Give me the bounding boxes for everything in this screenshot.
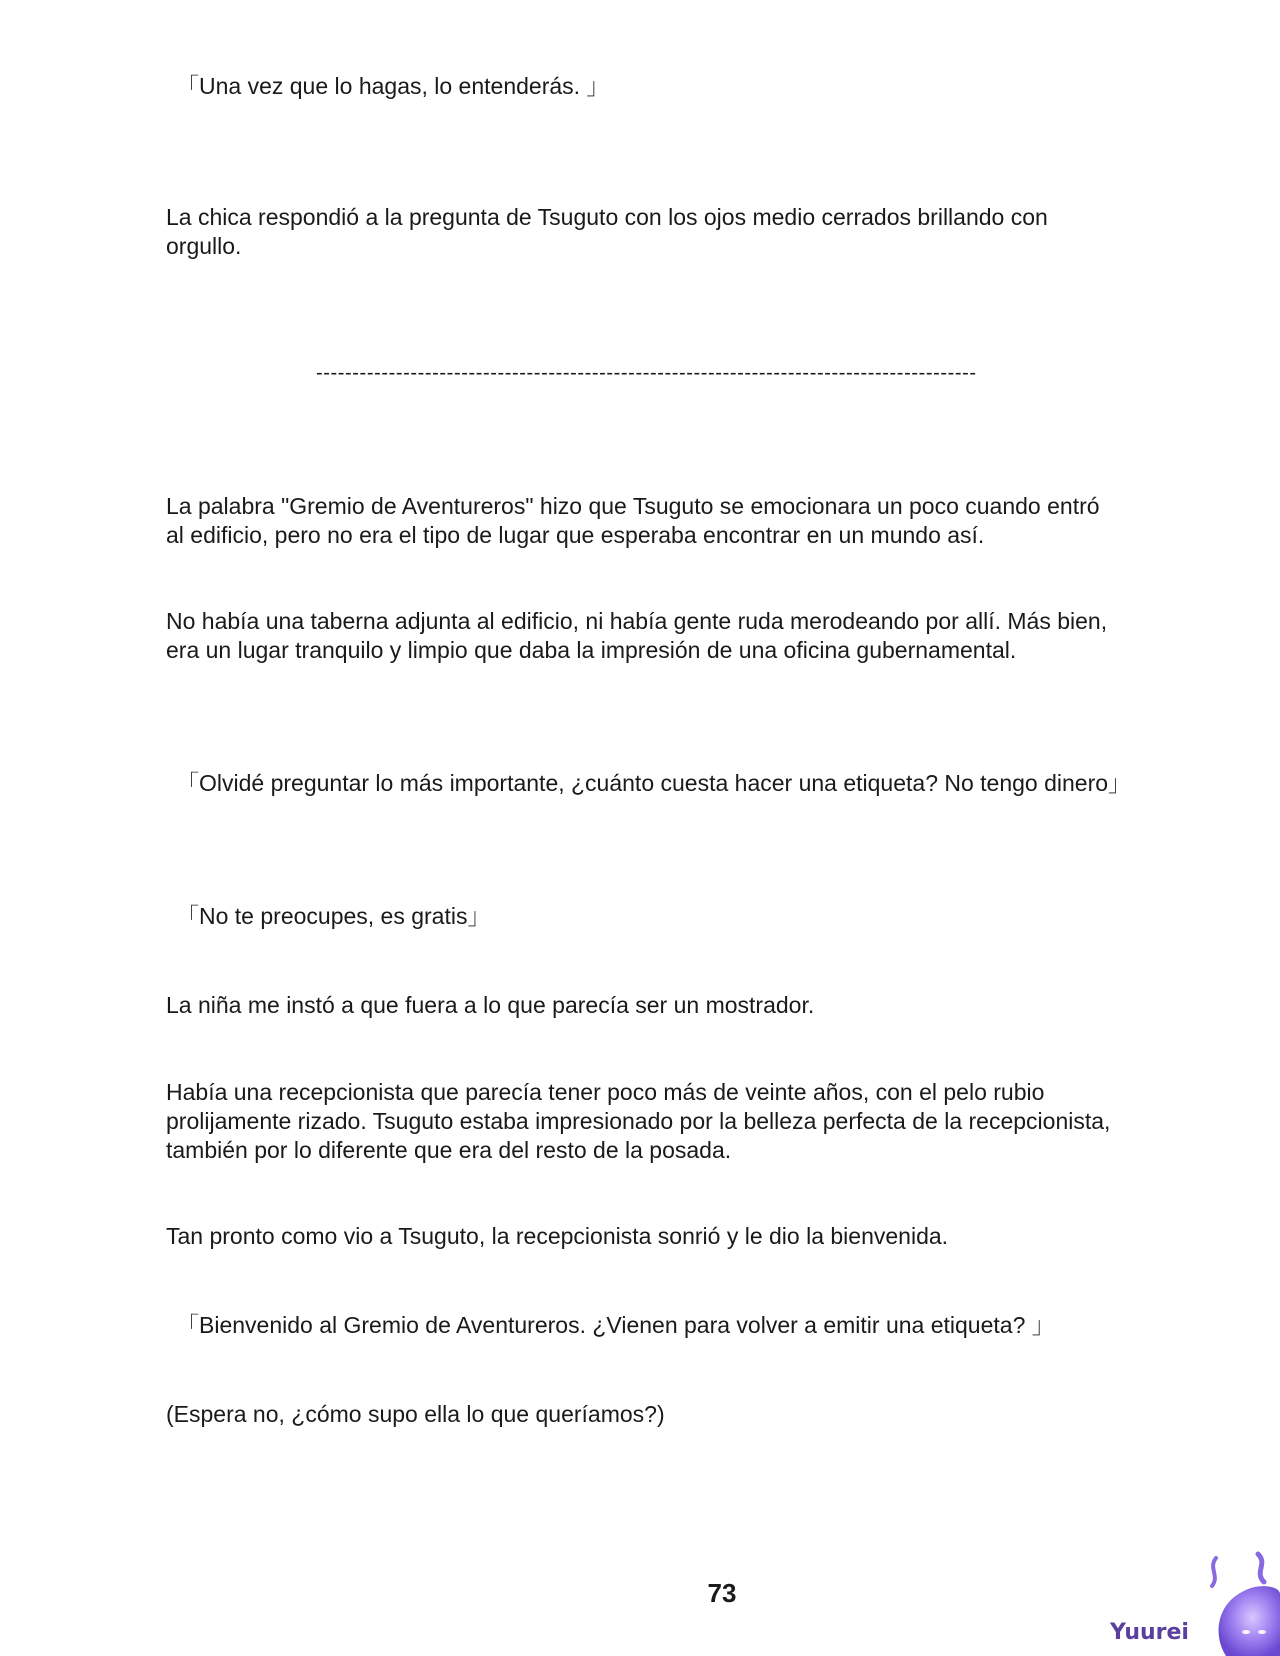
page-number: 73 [707,1578,737,1608]
watermark [1108,1548,1280,1656]
paragraph-line: al edificio, pero no era el tipo de lugar que esperaba encontrar en un mundo así. [166,522,985,548]
paragraph-line: La palabra "Gremio de Aventureros" hizo que Tsuguto se emocionara un poco cuando entró [166,493,1100,519]
dialog-line: 「Bienvenido al Gremio de Aventureros. ¿Vienen para volver a emitir una etiqueta? 」 [176,1312,1055,1338]
paragraph-line: La niña me instó a que fuera a lo que parecía ser un mostrador. [166,992,815,1018]
dialog-line: 「Olvidé preguntar lo más importante, ¿cuánto cuesta hacer una etiqueta? No tengo dinero」 [176,770,1132,796]
section-separator: ------------------------------------------------------------------------------------------- [316,362,977,384]
paragraph-line: orgullo. [166,233,242,259]
paragraph-line: era un lugar tranquilo y limpio que daba la impresión de una oficina gubernamental. [166,637,1017,663]
watermark-label: Yuurei [1110,1620,1189,1645]
paragraph-line: No había una taberna adjunta al edificio, ni había gente ruda merodeando por allí. Más bien, [166,608,1108,634]
paragraph-line: Tan pronto como vio a Tsuguto, la recepcionista sonrió y le dio la bienvenida. [166,1223,949,1249]
paragraph-line: también por lo diferente que era del resto de la posada. [166,1137,732,1163]
paragraph-line: Había una recepcionista que parecía tener poco más de veinte años, con el pelo rubio [166,1079,1045,1105]
paragraph-line: prolijamente rizado. Tsuguto estaba impresionado por la belleza perfecta de la recepcionista, [166,1108,1111,1134]
paragraph-line: La chica respondió a la pregunta de Tsuguto con los ojos medio cerrados brillando con [166,204,1048,230]
paragraph-line: (Espera no, ¿cómo supo ella lo que queríamos?) [166,1401,665,1427]
dialog-line: 「No te preocupes, es gratis」 [176,903,491,929]
dialog-line: 「Una vez que lo hagas, lo entenderás. 」 [176,73,610,99]
